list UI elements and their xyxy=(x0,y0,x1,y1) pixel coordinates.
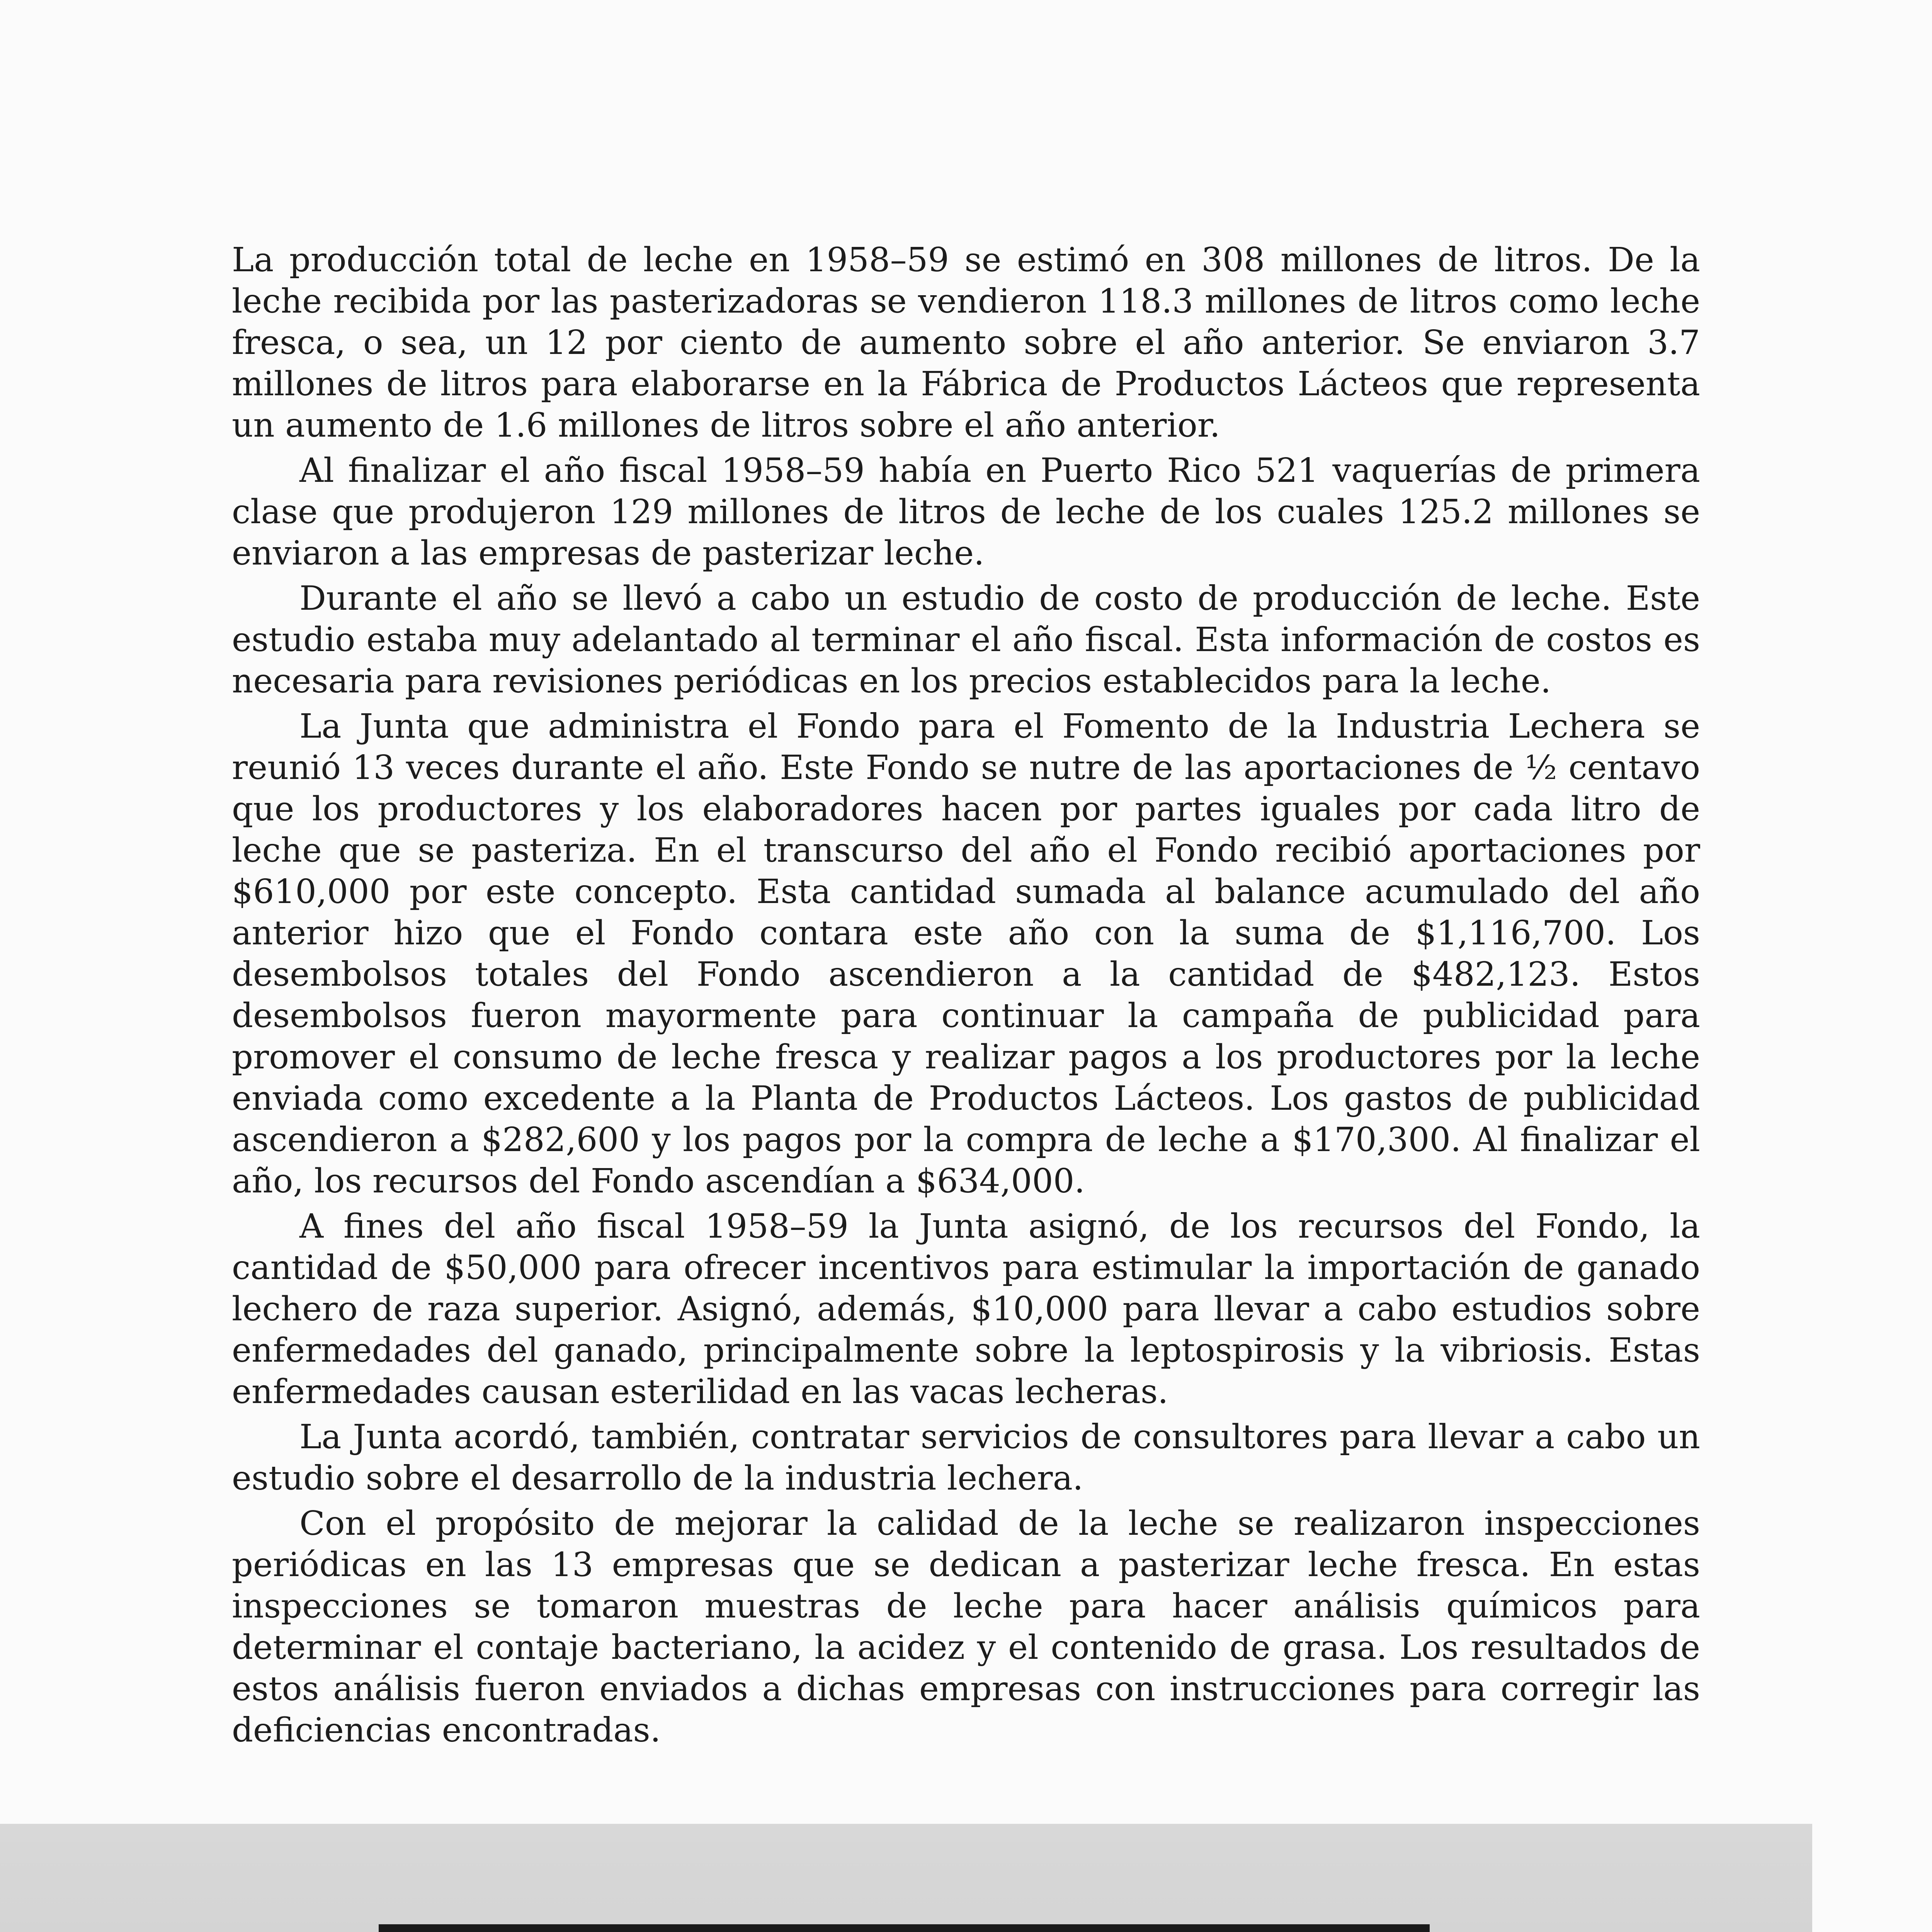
paragraph-1: La producción total de leche en 1958–59 se estimó en 308 millones de litros. De la leche recibida por las pasterizadoras se vendieron 118.3 millones de litros como leche fresca, o sea, un 12 por ciento de aumento sobre el año anterior. Se enviaron 3.7 millones de litros para elaborarse en la Fábrica de Productos Lácteos que representa un aumento de 1.6 millones de litros sobre el año anterior. xyxy=(232,241,1700,445)
paragraph-4: La Junta que administra el Fondo para el Fomento de la Industria Lechera se reunió 13 veces durante el año. Este Fondo se nutre de las aportaciones de ½ centavo que los productores y los elaboradores hacen por partes iguales por cada litro de leche que se pasteriza. En el transcurso del año el Fondo recibió aportaciones por $610,000 por este concepto. Esta cantidad sumada al balance acumulado del año anterior hizo que el Fondo contara este año con la suma de $1,116,700. Los desembolsos totales del Fondo ascendieron a la cantidad de $482,123. Estos desembolsos fueron mayormente para continuar la campaña de publicidad para promover el consumo de leche fresca y realizar pagos a los productores por la leche enviada como excedente a la Planta de Productos Lácteos. Los gastos de publicidad ascendieron a $282,600 y los pagos por la compra de leche a $170,300. Al finalizar el año, los recursos del Fondo ascendían a $634,000. xyxy=(232,707,1700,1201)
paragraph-5: A fines del año fiscal 1958–59 la Junta asignó, de los recursos del Fondo, la cantidad de $50,000 para ofrecer incentivos para estimular la importación de ganado lechero de raza superior. Asignó, además, $10,000 para llevar a cabo estudios sobre enfermedades del ganado, principalmente sobre la leptospirosis y la vibriosis. Estas enfermedades causan esterilidad en las vacas lecheras. xyxy=(232,1207,1700,1411)
body-text xyxy=(232,240,1700,1751)
exhibit-photo xyxy=(0,1824,1812,1932)
photo-background xyxy=(0,1824,1812,1932)
paragraph-2: Al finalizar el año fiscal 1958–59 había en Puerto Rico 521 vaquerías de primera clase que produjeron 129 millones de litros de leche de los cuales 125.2 millones se enviaron a las empresas de pasterizar leche. xyxy=(232,451,1700,573)
paragraph-7: Con el propósito de mejorar la calidad de la leche se realizaron inspecciones periódicas en las 13 empresas que se dedican a pasterizar leche fresca. En estas inspecciones se tomaron muestras de leche para hacer análisis químicos para determinar el contaje bacteriano, la acidez y el contenido de grasa. Los resultados de estos análisis fueron enviados a dichas empresas con instrucciones para corregir las deficiencias encontradas. xyxy=(232,1504,1700,1750)
booth-frame xyxy=(379,1924,1430,1932)
paragraph-6: La Junta acordó, también, contratar servicios de consultores para llevar a cabo un estudio sobre el desarrollo de la industria lechera. xyxy=(232,1418,1700,1498)
paragraph-3: Durante el año se llevó a cabo un estudio de costo de producción de leche. Este estudio estaba muy adelantado al terminar el año fiscal. Esta información de costos es necesaria para revisiones periódicas en los precios establecidos para la leche. xyxy=(232,579,1700,701)
